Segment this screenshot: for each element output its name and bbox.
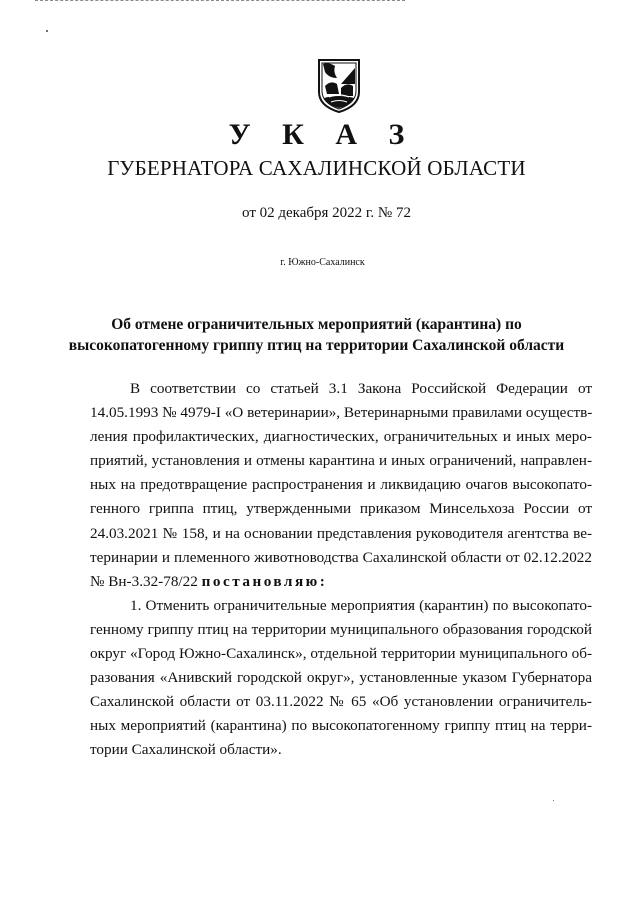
text-line: теринарии и племенного животноводства Сахалинской области от 02.12.2022: [90, 548, 592, 566]
decree-heading: [0, 314, 633, 356]
sakhalin-coat-of-arms-icon: [315, 58, 363, 114]
text-line: Сахалинской области от 03.11.2022 № 65 «Об установлении ограничитель-: [90, 693, 592, 711]
decree-city: г. Южно-Сахалинск: [280, 257, 365, 268]
text-line: округ «Город Южно-Сахалинск», отдельной территории муниципального об-: [90, 645, 592, 663]
text-line: ных мероприятий (карантина) по высокопатогенному гриппу птиц на терри-: [90, 717, 592, 735]
document-title: У К А З: [228, 118, 417, 151]
text-line: [90, 570, 592, 594]
scan-top-border: [35, 0, 405, 1]
resolution-word: постановляю:: [201, 572, 328, 590]
issuer-name: ГУБЕРНАТОРА САХАЛИНСКОЙ ОБЛАСТИ: [107, 156, 526, 180]
text-line: В соответствии со статьей 3.1 Закона Российской Федерации от: [130, 380, 592, 397]
heading-line: Об отмене ограничительных мероприятий (карантина) по: [111, 316, 522, 333]
scan-speck: [46, 30, 48, 32]
text-line: 14.05.1993 № 4979-I «О ветеринарии», Ветеринарными правилами осуществ-: [90, 404, 593, 422]
text-line: разования «Анивский городской округ», установленные указом Губернатора: [90, 669, 592, 687]
text-line: ных на предотвращение распространения и ликвидацию очагов высокопато-: [90, 476, 592, 494]
text-line: тории Сахалинской области».: [90, 741, 282, 759]
heading-line: высокопатогенному гриппу птиц на территории Сахалинской области: [68, 337, 565, 354]
text-line: генному гриппу птиц на территории муниципального образования городской: [90, 620, 592, 638]
paragraph-preamble: [90, 377, 592, 594]
decree-body: [90, 377, 592, 763]
scan-speck: [553, 800, 554, 801]
text-line: 24.03.2021 № 158, и на основании представления руководителя агентства ве-: [90, 524, 592, 542]
decree-date-number: от 02 декабря 2022 г. № 72: [242, 205, 411, 221]
reference-number: № Вн-3.32-78/22: [90, 572, 202, 590]
text-line: 1. Отменить ограничительные мероприятия (карантин) по высокопато-: [130, 596, 592, 614]
text-line: ления профилактических, диагностических, ограничительных и иных меро-: [90, 428, 592, 446]
text-line: приятий, установления и отмены карантина и иных ограничений, направлен-: [90, 452, 592, 470]
paragraph-item-1: [90, 594, 592, 763]
text-line: генного гриппа птиц, утвержденными приказом Минсельхоза России от: [90, 500, 592, 518]
